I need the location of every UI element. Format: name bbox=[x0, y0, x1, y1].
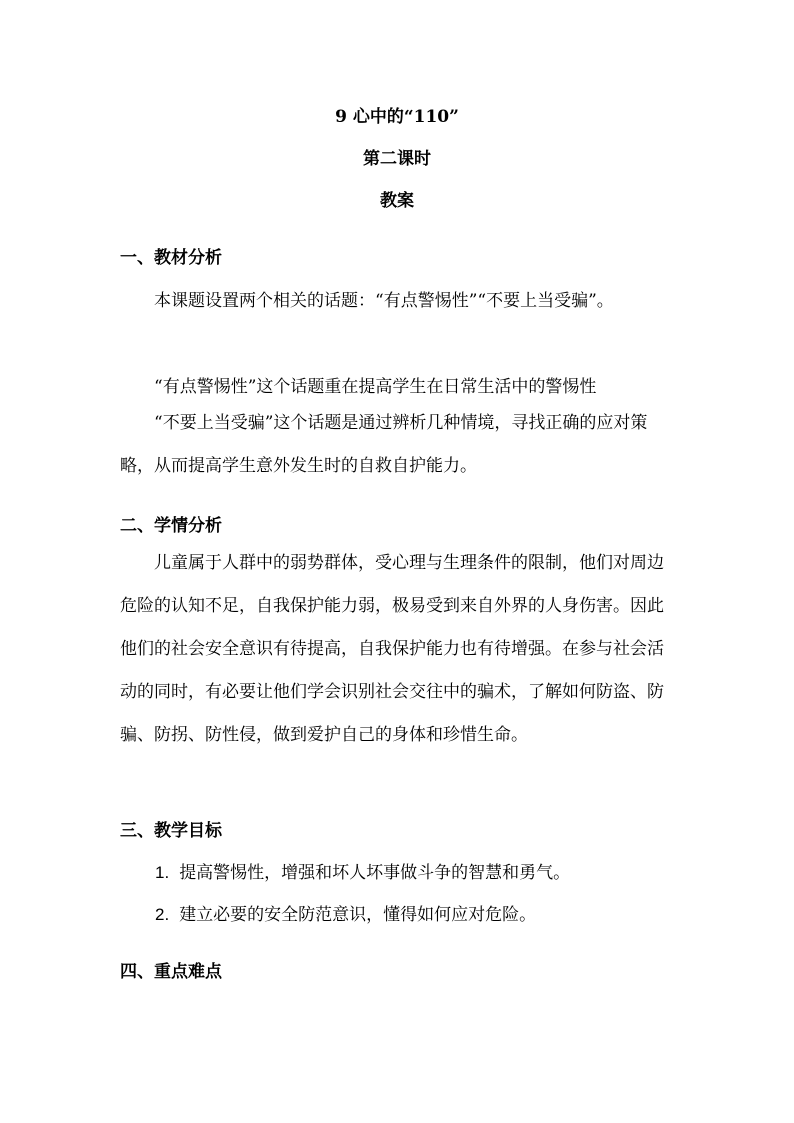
section-1-paragraph-3: “不要上当受骗”这个话题是通过辨析几种情境，寻找正确的应对策略，从而提高学生意外发生时的自救自护能力。 bbox=[120, 413, 648, 476]
lesson-title: 9 心中的“110” bbox=[335, 107, 459, 127]
goal-number: 2. bbox=[155, 905, 170, 924]
goal-item bbox=[155, 903, 536, 927]
section-heading-student-analysis: 二、学情分析 bbox=[120, 516, 222, 536]
section-1-paragraph-2: “有点警惕性”这个话题重在提高学生在日常生活中的警惕性 bbox=[154, 377, 597, 397]
goal-number: 1. bbox=[155, 863, 170, 882]
section-1-paragraph-1: 本课题设置两个相关的话题：“有点警惕性”“不要上当受骗”。 bbox=[154, 291, 614, 311]
section-heading-key-points: 四、重点难点 bbox=[120, 962, 222, 982]
section-heading-textbook-analysis: 一、教材分析 bbox=[120, 248, 222, 268]
section-2-paragraph-1: 儿童属于人群中的弱势群体，受心理与生理条件的限制，他们对周边危险的认知不足，自我保护能力弱，极易受到来自外界的人身伤害。因此他们的社会安全意识有待提高，自我保护能力也有待增强。在参与社会活动的同时，有必要让他们学会识别社会交往中的骗术，了解如何防盗、防骗、防拐、防性侵，做到爱护自己的身体和珍惜生命。 bbox=[120, 553, 664, 745]
goal-text: 提高警惕性，增强和坏人坏事做斗争的智慧和勇气。 bbox=[179, 863, 571, 883]
goal-text: 建立必要的安全防范意识，懂得如何应对危险。 bbox=[179, 905, 537, 925]
document-type: 教案 bbox=[380, 191, 414, 211]
lesson-subtitle: 第二课时 bbox=[363, 149, 431, 169]
goal-item bbox=[155, 861, 570, 885]
section-heading-teaching-goals: 三、教学目标 bbox=[120, 821, 222, 841]
